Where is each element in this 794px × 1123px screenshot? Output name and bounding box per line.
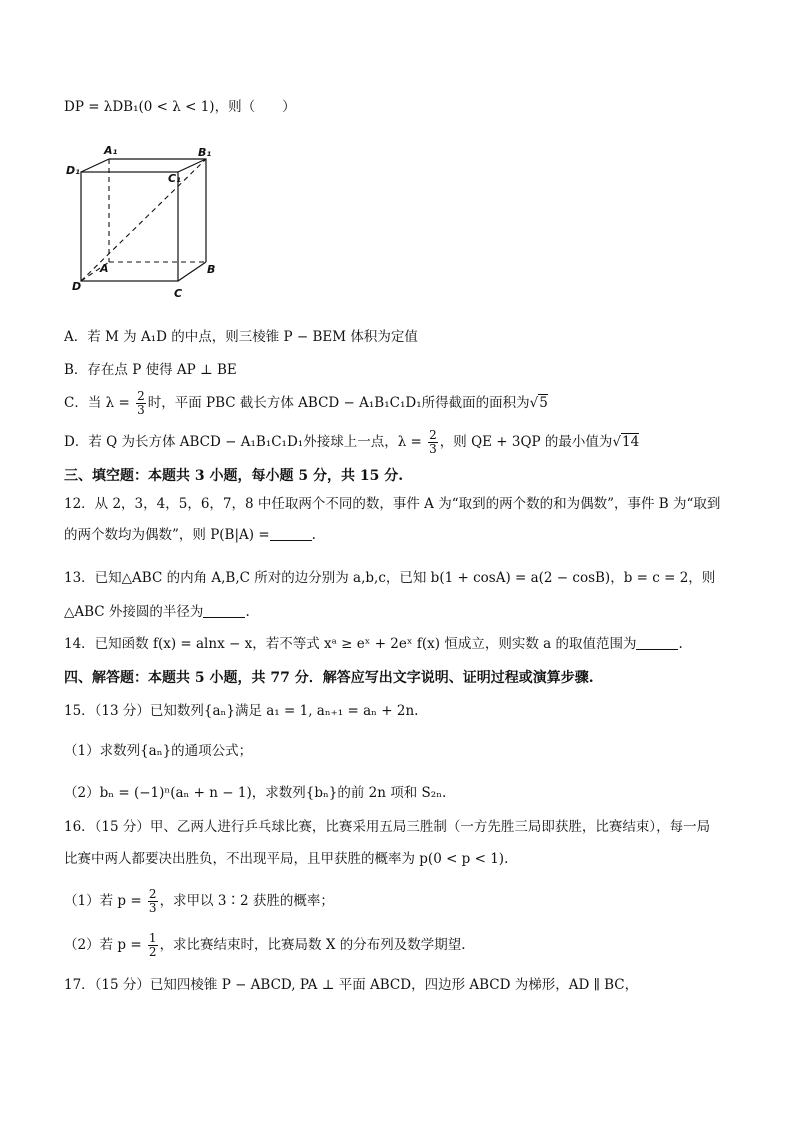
sqrt-value: 14	[622, 434, 640, 450]
q12-line2: 的两个数均为偶数”，则 P(B|A) = .	[64, 527, 316, 543]
q16-line1: 16．（15 分）甲、乙两人进行乒乓球比赛，比赛采用五局三胜制（一方先胜三局即获胜，比赛结束），每一局	[64, 819, 711, 835]
fraction-numerator: 1	[148, 931, 157, 945]
answer-blank[interactable]	[636, 635, 678, 650]
q14: 14．已知函数 f(x) = alnx − x，若不等式 xᵃ ≥ eˣ + 2eˣ f(x) 恒成立，则实数 a 的取值范围为 .	[64, 636, 683, 652]
fraction-denominator: 2	[148, 945, 157, 959]
q15: 15．（13 分）已知数列{aₙ}满足 a₁ = 1, aₙ₊₁ = aₙ + 2n.	[64, 703, 419, 719]
answer-blank[interactable]	[270, 526, 312, 541]
option-d-text: ，则 QE + 3QP 的最小值为	[439, 434, 613, 450]
option-a: A．若 M 为 A₁D 的中点，则三棱锥 P − BEM 体积为定值	[64, 329, 418, 345]
q14-text: 14．已知函数 f(x) = alnx − x，若不等式 xᵃ ≥ eˣ + 2eˣ f(x) 恒成立，则实数 a 的取值范围为	[64, 636, 637, 652]
fraction-denominator: 3	[137, 403, 145, 417]
label-b: B	[207, 263, 216, 276]
q15-part2: （2）bₙ = (−1)ⁿ(aₙ + n − 1)，求数列{bₙ}的前 2n 项和 S₂ₙ.	[64, 785, 447, 801]
question-stem-end: DP = λDB₁(0 < λ < 1)，则（ ）	[64, 99, 296, 115]
fraction-numerator: 2	[137, 389, 145, 403]
label-c1: C₁	[168, 172, 181, 185]
edge-c1b1	[178, 159, 206, 172]
option-d: D．若 Q 为长方体 ABCD − A₁B₁C₁D₁外接球上一点，λ = $\frac{2}{3}$ ，则 QE + 3QP 的最小值为√14	[64, 428, 640, 456]
label-d1: D₁	[66, 164, 80, 177]
fraction	[428, 429, 438, 456]
option-d-prefix: D．若 Q 为长方体 ABCD − A₁B₁C₁D₁外接球上一点，λ =	[64, 434, 427, 450]
option-b: B．存在点 P 使得 AP ⊥ BE	[64, 362, 237, 378]
fraction-numerator: 2	[429, 428, 437, 442]
q16-part2	[64, 932, 466, 959]
q13-line2: △ABC 外接圆的半径为 .	[64, 604, 250, 620]
option-c-prefix: C．当 λ =	[64, 395, 135, 411]
cuboid-figure	[64, 142, 224, 302]
section-4-heading: 四、解答题：本题共 5 小题，共 77 分．解答应写出文字说明、证明过程或演算步骤.	[64, 670, 594, 686]
q13-line1: 13．已知△ABC 的内角 A,B,C 所对的边分别为 a,b,c，已知 b(1 + cosA) = a(2 − cosB)，b = c = 2，则	[64, 570, 716, 586]
q12-text: 的两个数均为偶数”，则 P(B|A) =	[64, 527, 270, 543]
label-a1: A₁	[104, 144, 118, 157]
sqrt-value: 5	[539, 395, 548, 411]
q16-part2-prefix: （2）若 p =	[64, 937, 146, 953]
q16-part1-prefix: （1）若 p =	[64, 893, 146, 909]
q16-line2: 比赛中两人都要决出胜负，不出现平局，且甲获胜的概率为 p(0 < p < 1).	[64, 851, 509, 867]
q16-part1-text: ，求甲以 3∶2 获胜的概率；	[159, 893, 334, 909]
fraction	[148, 888, 158, 915]
q17: 17．（15 分）已知四棱锥 P − ABCD, PA ⊥ 平面 ABCD，四边形 ABCD 为梯形，AD ∥ BC，	[64, 977, 639, 993]
edge-d1a1	[81, 159, 109, 172]
fraction	[148, 932, 158, 959]
fraction-numerator: 2	[148, 887, 157, 901]
label-d: D	[72, 280, 82, 293]
edge-back-solid	[109, 159, 206, 262]
q16-part2-text: ，求比赛结束时，比赛局数 X 的分布列及数学期望.	[159, 937, 466, 953]
q16-part1	[64, 888, 334, 915]
q12-line1: 12．从 2，3，4，5，6，7，8 中任取两个不同的数，事件 A 为“取到的两个数的和为偶数”，事件 B 为“取到	[64, 496, 721, 512]
label-c: C	[174, 287, 183, 300]
fraction-denominator: 3	[429, 442, 437, 456]
fraction	[136, 390, 146, 417]
option-c-text: 时，平面 PBC 截长方体 ABCD − A₁B₁C₁D₁所得截面的面积为	[147, 395, 530, 411]
answer-blank[interactable]	[203, 603, 245, 618]
front-face	[81, 172, 178, 281]
option-c: C．当 λ = $\frac{2}{3}$ 时，平面 PBC 截长方体 ABCD − A₁B₁C₁D₁所得截面的面积为√5	[64, 389, 548, 417]
fraction-denominator: 3	[148, 901, 157, 915]
edge-cb	[178, 262, 206, 281]
label-a: A	[100, 262, 109, 275]
label-b1: B₁	[198, 146, 212, 159]
section-3-heading: 三、填空题：本题共 3 小题，每小题 5 分，共 15 分.	[64, 468, 404, 484]
q15-part1: （1）求数列{aₙ}的通项公式；	[64, 743, 253, 759]
q13-text: △ABC 外接圆的半径为	[64, 604, 204, 620]
